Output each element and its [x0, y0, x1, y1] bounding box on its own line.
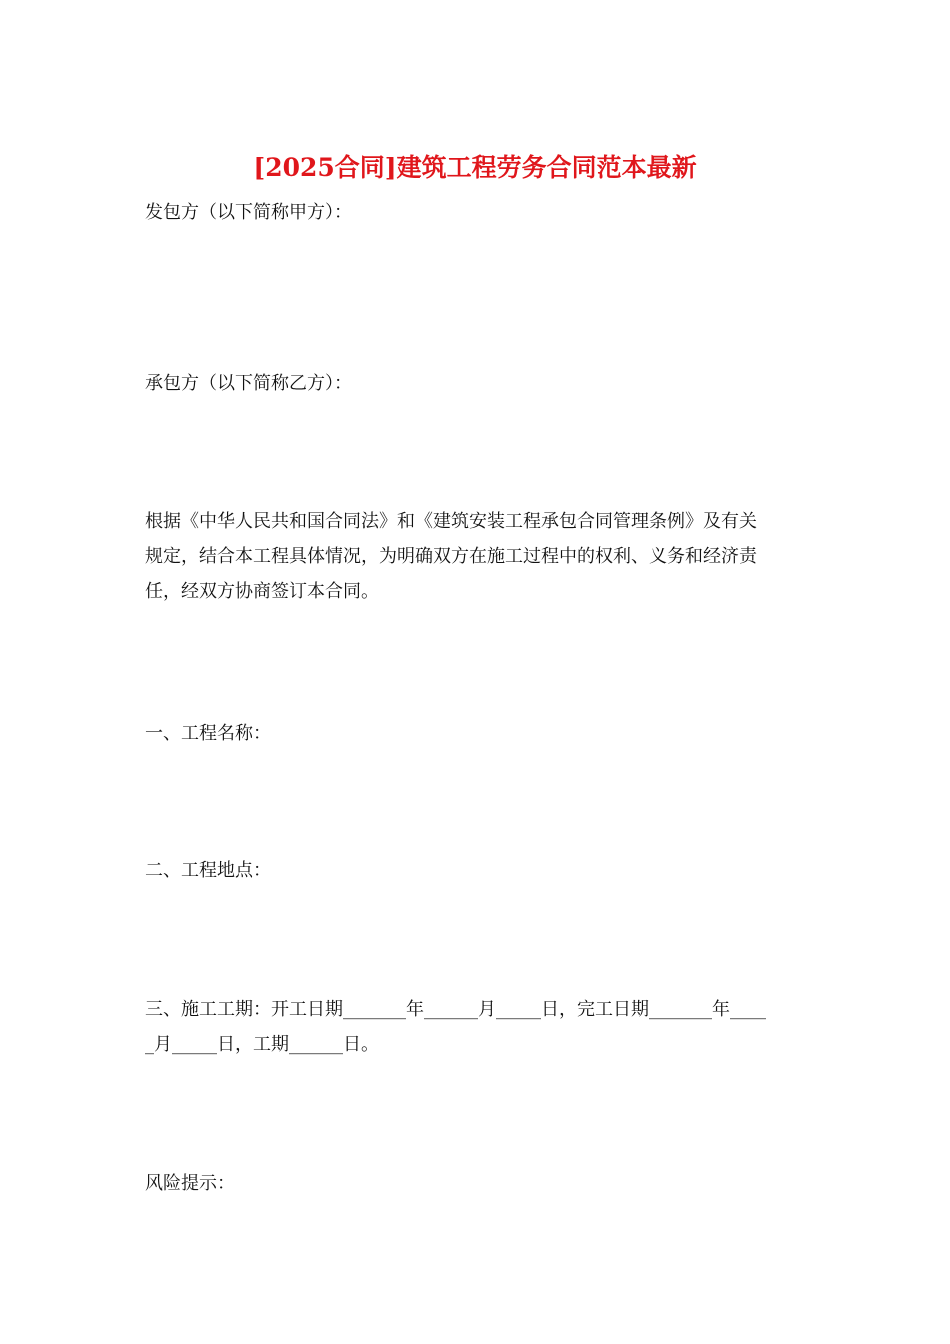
period-line: 三、施工工期：开工日期_______年______月_____日，完工日期_______年____: [145, 999, 766, 1020]
preamble-line: 任，经双方协商签订本合同。: [145, 581, 379, 602]
party-a-label: 发包方（以下简称甲方）：: [145, 202, 352, 223]
section-project-location: 二、工程地点：: [145, 860, 271, 881]
preamble-paragraph: [145, 504, 810, 609]
section-construction-period: [145, 992, 810, 1062]
risk-notice-label: 风险提示：: [145, 1173, 235, 1194]
period-line: _月_____日，工期______日。: [145, 1034, 379, 1055]
party-b-label: 承包方（以下简称乙方）：: [145, 373, 352, 394]
preamble-line: 根据《中华人民共和国合同法》和《建筑安装工程承包合同管理条例》及有关: [145, 511, 757, 532]
document-title: [2025合同]建筑工程劳务合同范本最新: [253, 153, 697, 182]
preamble-line: 规定，结合本工程具体情况，为明确双方在施工过程中的权利、义务和经济责: [145, 546, 757, 567]
section-project-name: 一、工程名称：: [145, 723, 271, 744]
